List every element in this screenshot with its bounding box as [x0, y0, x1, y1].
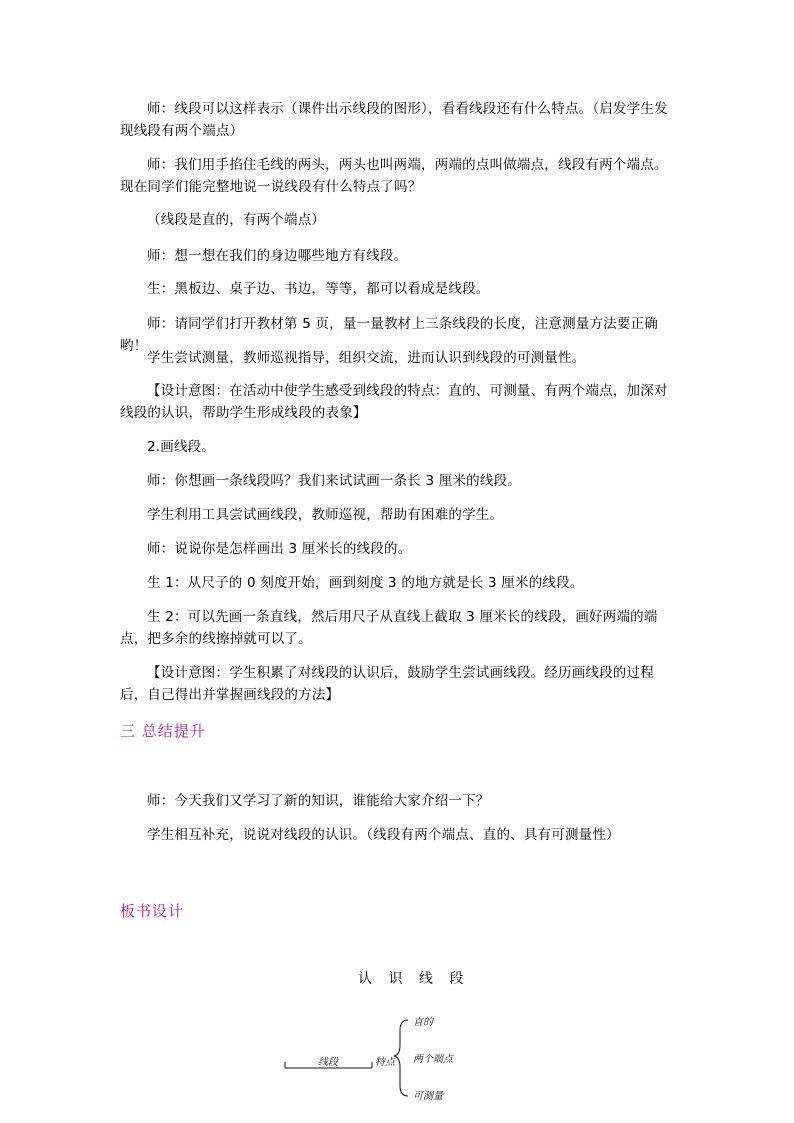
- board-title: 认 识 线 段: [358, 971, 470, 987]
- paragraph-4: 师：想一想在我们的身边哪些地方有线段。: [147, 248, 408, 264]
- board-design-heading: 板书设计: [120, 902, 185, 920]
- summary-paragraph-1: 师：今天我们又学习了新的知识，谁能给大家介绍一下？: [147, 793, 490, 809]
- paragraph-10: 师：你想画一条线段吗？我们来试试画一条长 3 厘米的线段。: [147, 473, 521, 489]
- feature-measurable: 可测量: [413, 1091, 443, 1102]
- segment-label: 线段: [318, 1057, 338, 1068]
- paragraph-8: 【设计意图：在活动中使学生感受到线段的特点：直的、可测量、有两个端点，加深对线段的认识，帮助学生形成线段的表象】: [120, 383, 668, 421]
- paragraph-13: 生 1：从尺子的 0 刻度开始，画到刻度 3 的地方就是长 3 厘米的线段。: [147, 575, 584, 591]
- paragraph-11: 学生利用工具尝试画线段，教师巡视，帮助有困难的学生。: [147, 507, 504, 523]
- summary-paragraph-2: 学生相互补充，说说对线段的认识。（线段有两个端点、直的、具有可测量性）: [147, 827, 620, 843]
- paragraph-9: 2.画线段。: [147, 439, 216, 455]
- paragraph-6: 师：请同学们打开教材第 5 页，量一量教材上三条线段的长度，注意测量方法要正确哟！: [120, 316, 658, 354]
- paragraph-12: 师：说说你是怎样画出 3 厘米长的线段的。: [147, 541, 412, 557]
- section-heading-summary: 三 总结提升: [120, 722, 206, 740]
- paragraph-7: 学生尝试测量，教师巡视指导，组织交流，进而认识到线段的可测量性。: [147, 350, 586, 366]
- paragraph-15: 【设计意图：学生积累了对线段的认识后，鼓励学生尝试画线段。经历画线段的过程后，自己得出并掌握画线段的方法】: [120, 665, 654, 703]
- paragraph-2: 师：我们用手掐住毛线的两头，两头也叫两端，两端的点叫做端点，线段有两个端点。现在同学们能完整地说一说线段有什么特点了吗？: [120, 157, 668, 195]
- paragraph-5: 生：黑板边、桌子边、书边，等等，都可以看成是线段。: [147, 281, 490, 297]
- feature-label: 特点: [375, 1057, 395, 1068]
- feature-brace: [394, 1020, 408, 1096]
- paragraph-14: 生 2：可以先画一条直线，然后用尺子从直线上截取 3 厘米长的线段，画好两端的端点，把多余的线擦掉就可以了。: [120, 609, 658, 647]
- paragraph-3: （线段是直的，有两个端点）: [147, 212, 326, 228]
- feature-straight: 直的: [413, 1017, 433, 1028]
- feature-two-endpoints: 两个端点: [413, 1054, 453, 1065]
- paragraph-1: 师：线段可以这样表示（课件出示线段的图形），看看线段还有什么特点。（启发学生发现线段有两个端点）: [120, 101, 668, 139]
